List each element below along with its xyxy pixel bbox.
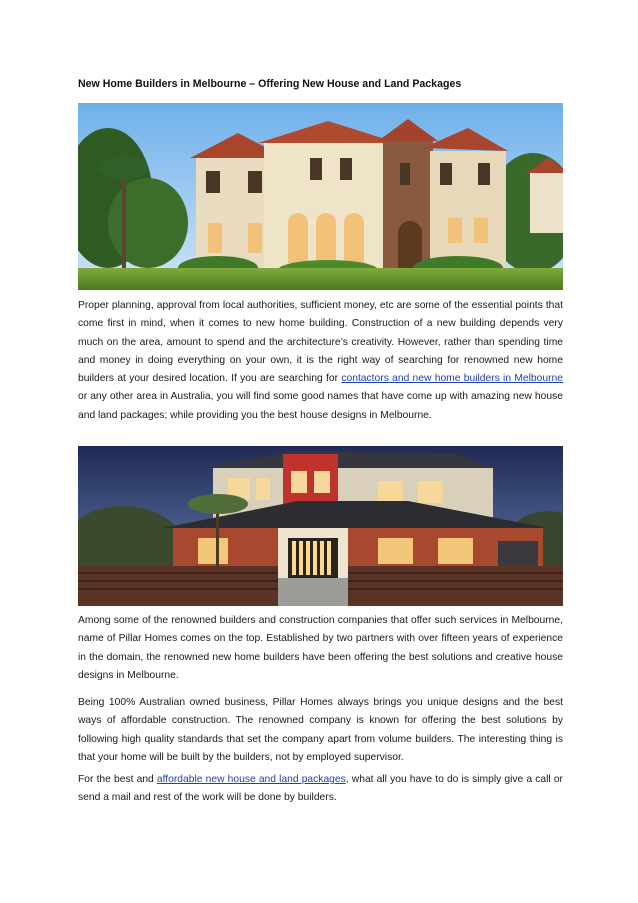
- intro-paragraph: [78, 297, 563, 425]
- land-packages-link[interactable]: affordable new house and land packages: [156, 774, 346, 785]
- modern-house-dusk-photo: [78, 446, 563, 606]
- contact-text-end: , what all you have to do is simply give a call or send a mail and rest of the work will be done by builders.: [78, 774, 563, 804]
- intro-text-start: Proper planning, approval from local authorities, sufficient money, etc are some of the essential points that come first in mind, when it comes to new home building. Construction of a new building depends very much on the area, amount to spend and the architecture’s creativity. However, rather than spending time and money in doing everything on your own, it is the right way of searching for renowned new home builders at your desired location. If you are searching for: [78, 300, 563, 385]
- contact-text-start: For the best and: [78, 774, 157, 785]
- australian-owned-paragraph: Being 100% Australian owned business, Pillar Homes always brings you unique designs and the best ways of affordable construction. The renowned company is known for offering the best solutions by following high quality standards that set the company apart from volume builders. The interesting thing is that your home will be built by the builders, not by employed supervisor.: [78, 697, 563, 763]
- contact-paragraph: [78, 771, 563, 808]
- pillar-homes-paragraph: Among some of the renowned builders and construction companies that offer such services in Melbourne, name of Pillar Homes comes on the top. Established by two partners with over fifteen years of experience in the domain, the renowned new home builders have been offering the best solutions and creative house designs in Melbourne.: [78, 615, 563, 681]
- intro-text-end: or any other area in Australia, you will find some good names that have come up with amazing new house and land packages; while providing you the best house designs in Melbourne.: [78, 391, 563, 421]
- builders-melbourne-link[interactable]: contactors and new home builders in Melbourne: [341, 373, 563, 385]
- document-title: New Home Builders in Melbourne – Offering New House and Land Packages: [78, 78, 462, 90]
- mediterranean-villa-photo: [78, 103, 563, 290]
